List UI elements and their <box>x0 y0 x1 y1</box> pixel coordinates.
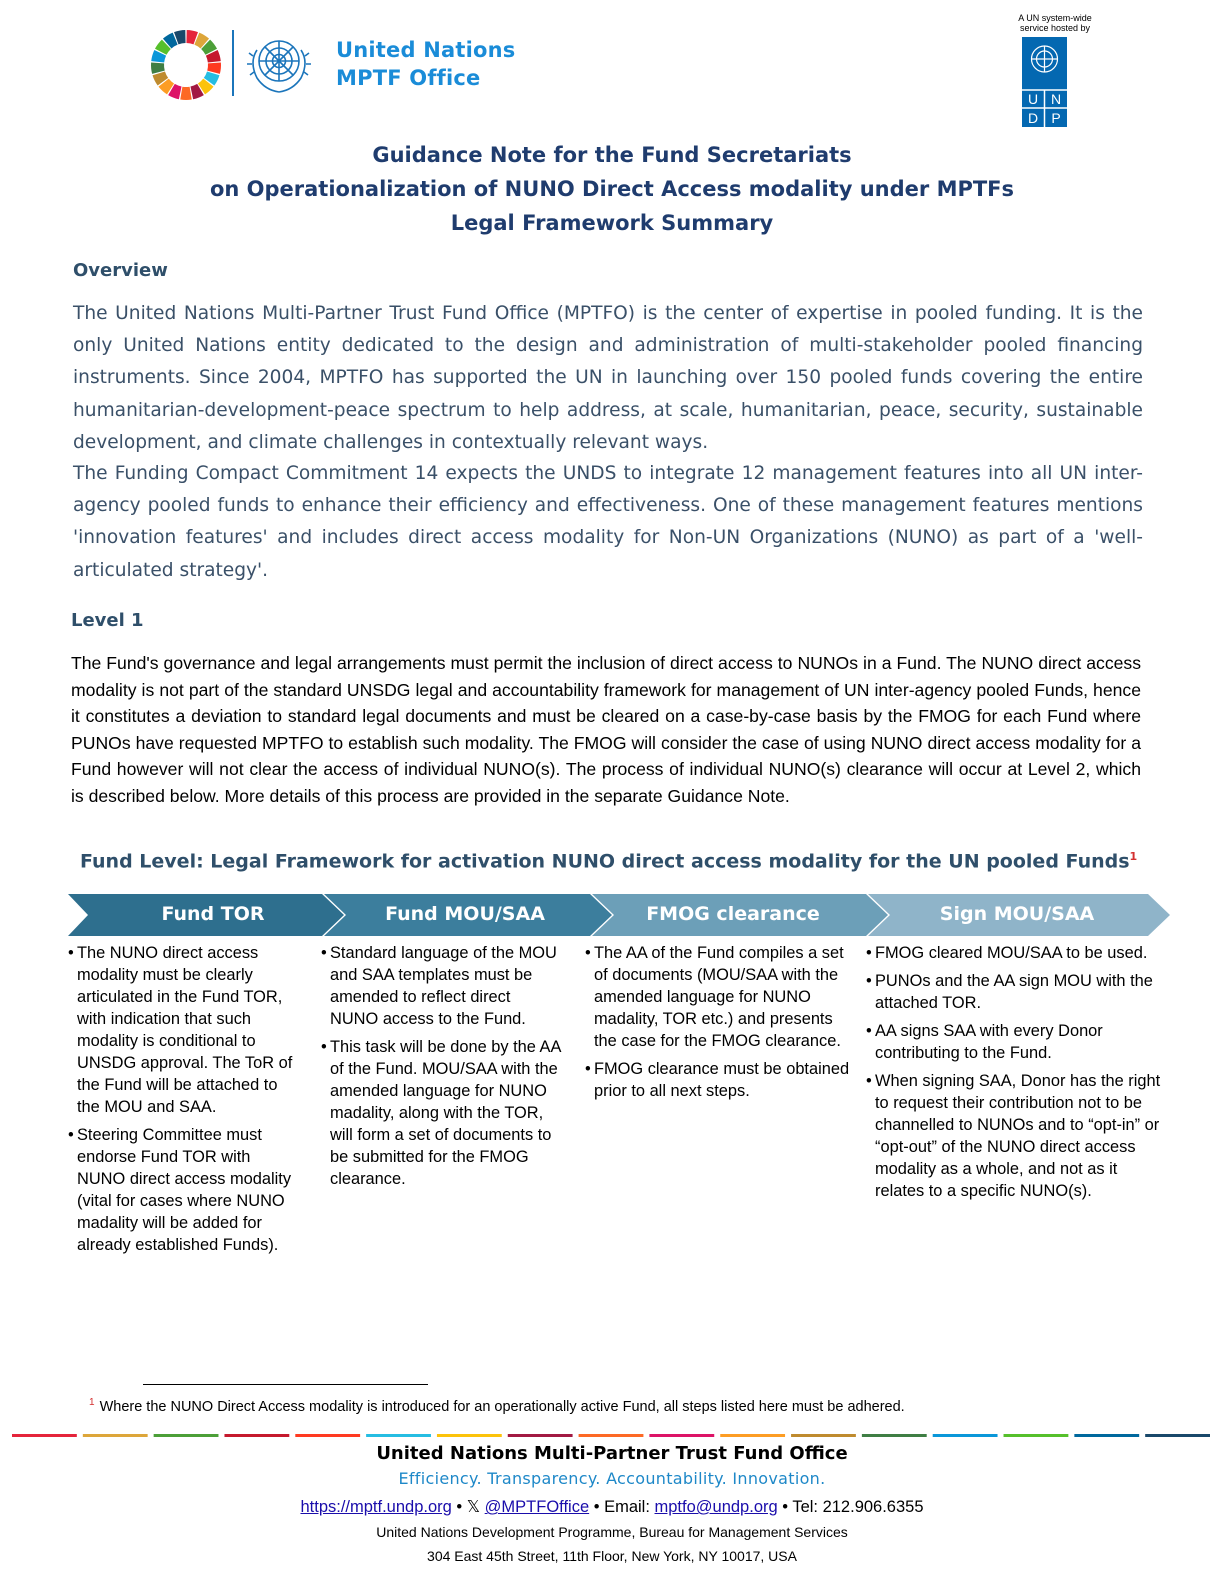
bullet-item: • When signing SAA, Donor has the right to request their contribution not to be channelled to NUNOs and to “opt-in” or “opt-out” of the NUNO direct access modality as a whole, and not as it relates to a specific NUNO(s). <box>866 1070 1166 1202</box>
footnote-rule <box>143 1384 428 1385</box>
bullet-item: • Steering Committee must endorse Fund TOR with NUNO direct access modality (vital for cases where NUNO madality will be added for already established Funds). <box>68 1124 298 1256</box>
undp-caption-line1: A UN system-wide <box>1018 13 1092 23</box>
level1-heading: Level 1 <box>71 610 144 631</box>
step-column-sign-mou-saa <box>866 942 1166 1208</box>
footer-stripe-dash <box>1004 1434 1069 1437</box>
title-line1: Guidance Note for the Fund Secretariats <box>372 143 852 167</box>
footer-stripe-dash <box>933 1434 998 1437</box>
sdg-wheel-segment <box>180 87 191 100</box>
bullet-item: • PUNOs and the AA sign MOU with the attached TOR. <box>866 970 1166 1014</box>
footer-stripe-dash <box>437 1434 502 1437</box>
footer-stripe-dash <box>579 1434 644 1437</box>
undp-logo <box>1022 37 1067 127</box>
sdg-wheel-logo <box>150 29 222 101</box>
footer-stripe-dash <box>295 1434 360 1437</box>
footnote-ref-mark: 1 <box>1129 850 1138 863</box>
overview-heading: Overview <box>73 260 168 281</box>
logo-divider <box>232 30 234 96</box>
footer-stripe-dash <box>83 1434 148 1437</box>
footer-stripe-dash <box>224 1434 289 1437</box>
footer-stripe-dash <box>1074 1434 1139 1437</box>
footer-color-stripe <box>10 1434 1214 1437</box>
step-column-fund-tor <box>68 942 298 1262</box>
step-label-fund-tor: Fund TOR <box>161 903 265 925</box>
bullet-item: • This task will be done by the AA of the Fund. MOU/SAA with the amended language for NUNO madality, along with the TOR, will form a set of documents to be submitted for the FMOG clearance. <box>321 1036 561 1190</box>
title-line2: on Operationalization of NUNO Direct Access modality under MPTFs <box>209 177 1015 201</box>
x-icon: 𝕏 <box>466 1498 481 1516</box>
footer-stripe-dash <box>154 1434 219 1437</box>
title-line3: Legal Framework Summary <box>450 211 774 235</box>
twitter-link[interactable]: @MPTFOffice <box>484 1498 590 1516</box>
footer-org-name: United Nations Multi-Partner Trust Fund Office <box>376 1443 848 1464</box>
step-label-fmog-clearance: FMOG clearance <box>646 903 820 925</box>
step-column-fund-mou-saa <box>321 942 561 1196</box>
footer-stripe-dash <box>862 1434 927 1437</box>
bullet-item: • Standard language of the MOU and SAA templates must be amended to reflect direct NUNO access to the Fund. <box>321 942 561 1030</box>
footer-stripe-dash <box>12 1434 77 1437</box>
footer-stripe-dash <box>649 1434 714 1437</box>
framework-heading-text: Fund Level: Legal Framework for activation NUNO direct access modality for the UN pooled Funds <box>80 850 1130 873</box>
footnote-mark: 1 <box>89 1397 95 1408</box>
overview-paragraph-1: The United Nations Multi-Partner Trust Fund Office (MPTFO) is the center of expertise in pooled funding. It is the only United Nations entity dedicated to the design and administration of multi-stakeholder pooled financing instruments. Since 2004, MPTFO has supported the UN in launching over 150 pooled funds covering the entire humanitarian-development-peace spectrum to help address, at scale, humanitarian, peace, security, sustainable development, and climate challenges in contextually relevant ways. <box>73 303 1143 453</box>
email-link[interactable]: mptfo@undp.org <box>654 1498 778 1516</box>
footer-address-line1: United Nations Development Programme, Bureau for Management Services <box>376 1524 848 1540</box>
level1-paragraph: The Fund's governance and legal arrangements must permit the inclusion of direct access to NUNOs in a Fund. The NUNO direct access modality is not part of the standard UNSDG legal and accountability framework for management of UN inter-agency pooled Funds, hence it constitutes a deviation to standard legal documents and must be cleared on a case-by-case basis by the FMOG for each Fund where PUNOs have requested MPTFO to establish such modality. The FMOG will consider the case of using NUNO direct access modality for a Fund however will not clear the access of individual NUNO(s). The process of individual NUNO(s) clearance will occur at Level 2, which is described below. More details of this process are provided in the separate Guidance Note. <box>71 653 1141 806</box>
footnote <box>89 1397 905 1415</box>
footnote-text: Where the NUNO Direct Access modality is introduced for an operationally active Fund, all steps listed here must be adhered. <box>99 1398 905 1415</box>
undp-letter-n: N <box>1050 91 1062 107</box>
un-emblem-icon <box>243 28 315 98</box>
bullet-item: • AA signs SAA with every Donor contributing to the Fund. <box>866 1020 1166 1064</box>
separator: • <box>451 1498 467 1516</box>
overview-paragraph-2: The Funding Compact Commitment 14 expects the UNDS to integrate 12 management features into all UN inter-agency pooled funds to enhance their efficiency and effectiveness. One of these management features mentions 'innovation features' and includes direct access modality for Non-UN Organizations (NUNO) as part of a 'well-articulated strategy'. <box>73 463 1143 581</box>
footer-tagline: Efficiency. Transparency. Accountability. Innovation. <box>398 1469 826 1488</box>
undp-letter-p: P <box>1051 110 1061 126</box>
footer-contact-line <box>0 1497 1224 1517</box>
footer-stripe-dash <box>720 1434 785 1437</box>
step-label-sign-mou-saa: Sign MOU/SAA <box>939 903 1095 925</box>
brand-line1: United Nations <box>336 38 516 62</box>
bullet-item: • FMOG clearance must be obtained prior to all next steps. <box>585 1058 850 1102</box>
footer-stripe-dash <box>366 1434 431 1437</box>
step-label-fund-mou-saa: Fund MOU/SAA <box>385 903 545 925</box>
telephone: • Tel: 212.906.6355 <box>777 1498 924 1516</box>
bullet-item: • The AA of the Fund compiles a set of documents (MOU/SAA with the amended language for NUNO madality, TOR etc.) and presents the case for the FMOG clearance. <box>585 942 850 1052</box>
step-column-fmog-clearance <box>585 942 850 1108</box>
undp-letter-d: D <box>1027 110 1039 126</box>
footer-stripe-dash <box>508 1434 573 1437</box>
bullet-item: • FMOG cleared MOU/SAA to be used. <box>866 942 1166 964</box>
email-label: • Email: <box>589 1498 655 1516</box>
bullet-item: • The NUNO direct access modality must be clearly articulated in the Fund TOR, with indication that such modality is conditional to UNSDG approval. The ToR of the Fund will be attached to the MOU and SAA. <box>68 942 298 1118</box>
website-link[interactable]: https://mptf.undp.org <box>300 1498 452 1516</box>
footer-stripe-dash <box>1145 1434 1210 1437</box>
undp-caption-line2: service hosted by <box>1019 23 1091 33</box>
footer-address-line2: 304 East 45th Street, 11th Floor, New York, NY 10017, USA <box>427 1548 797 1564</box>
framework-heading <box>80 850 1137 872</box>
footer-stripe-dash <box>791 1434 856 1437</box>
brand-line2: MPTF Office <box>336 66 481 90</box>
undp-letter-u: U <box>1027 91 1039 107</box>
